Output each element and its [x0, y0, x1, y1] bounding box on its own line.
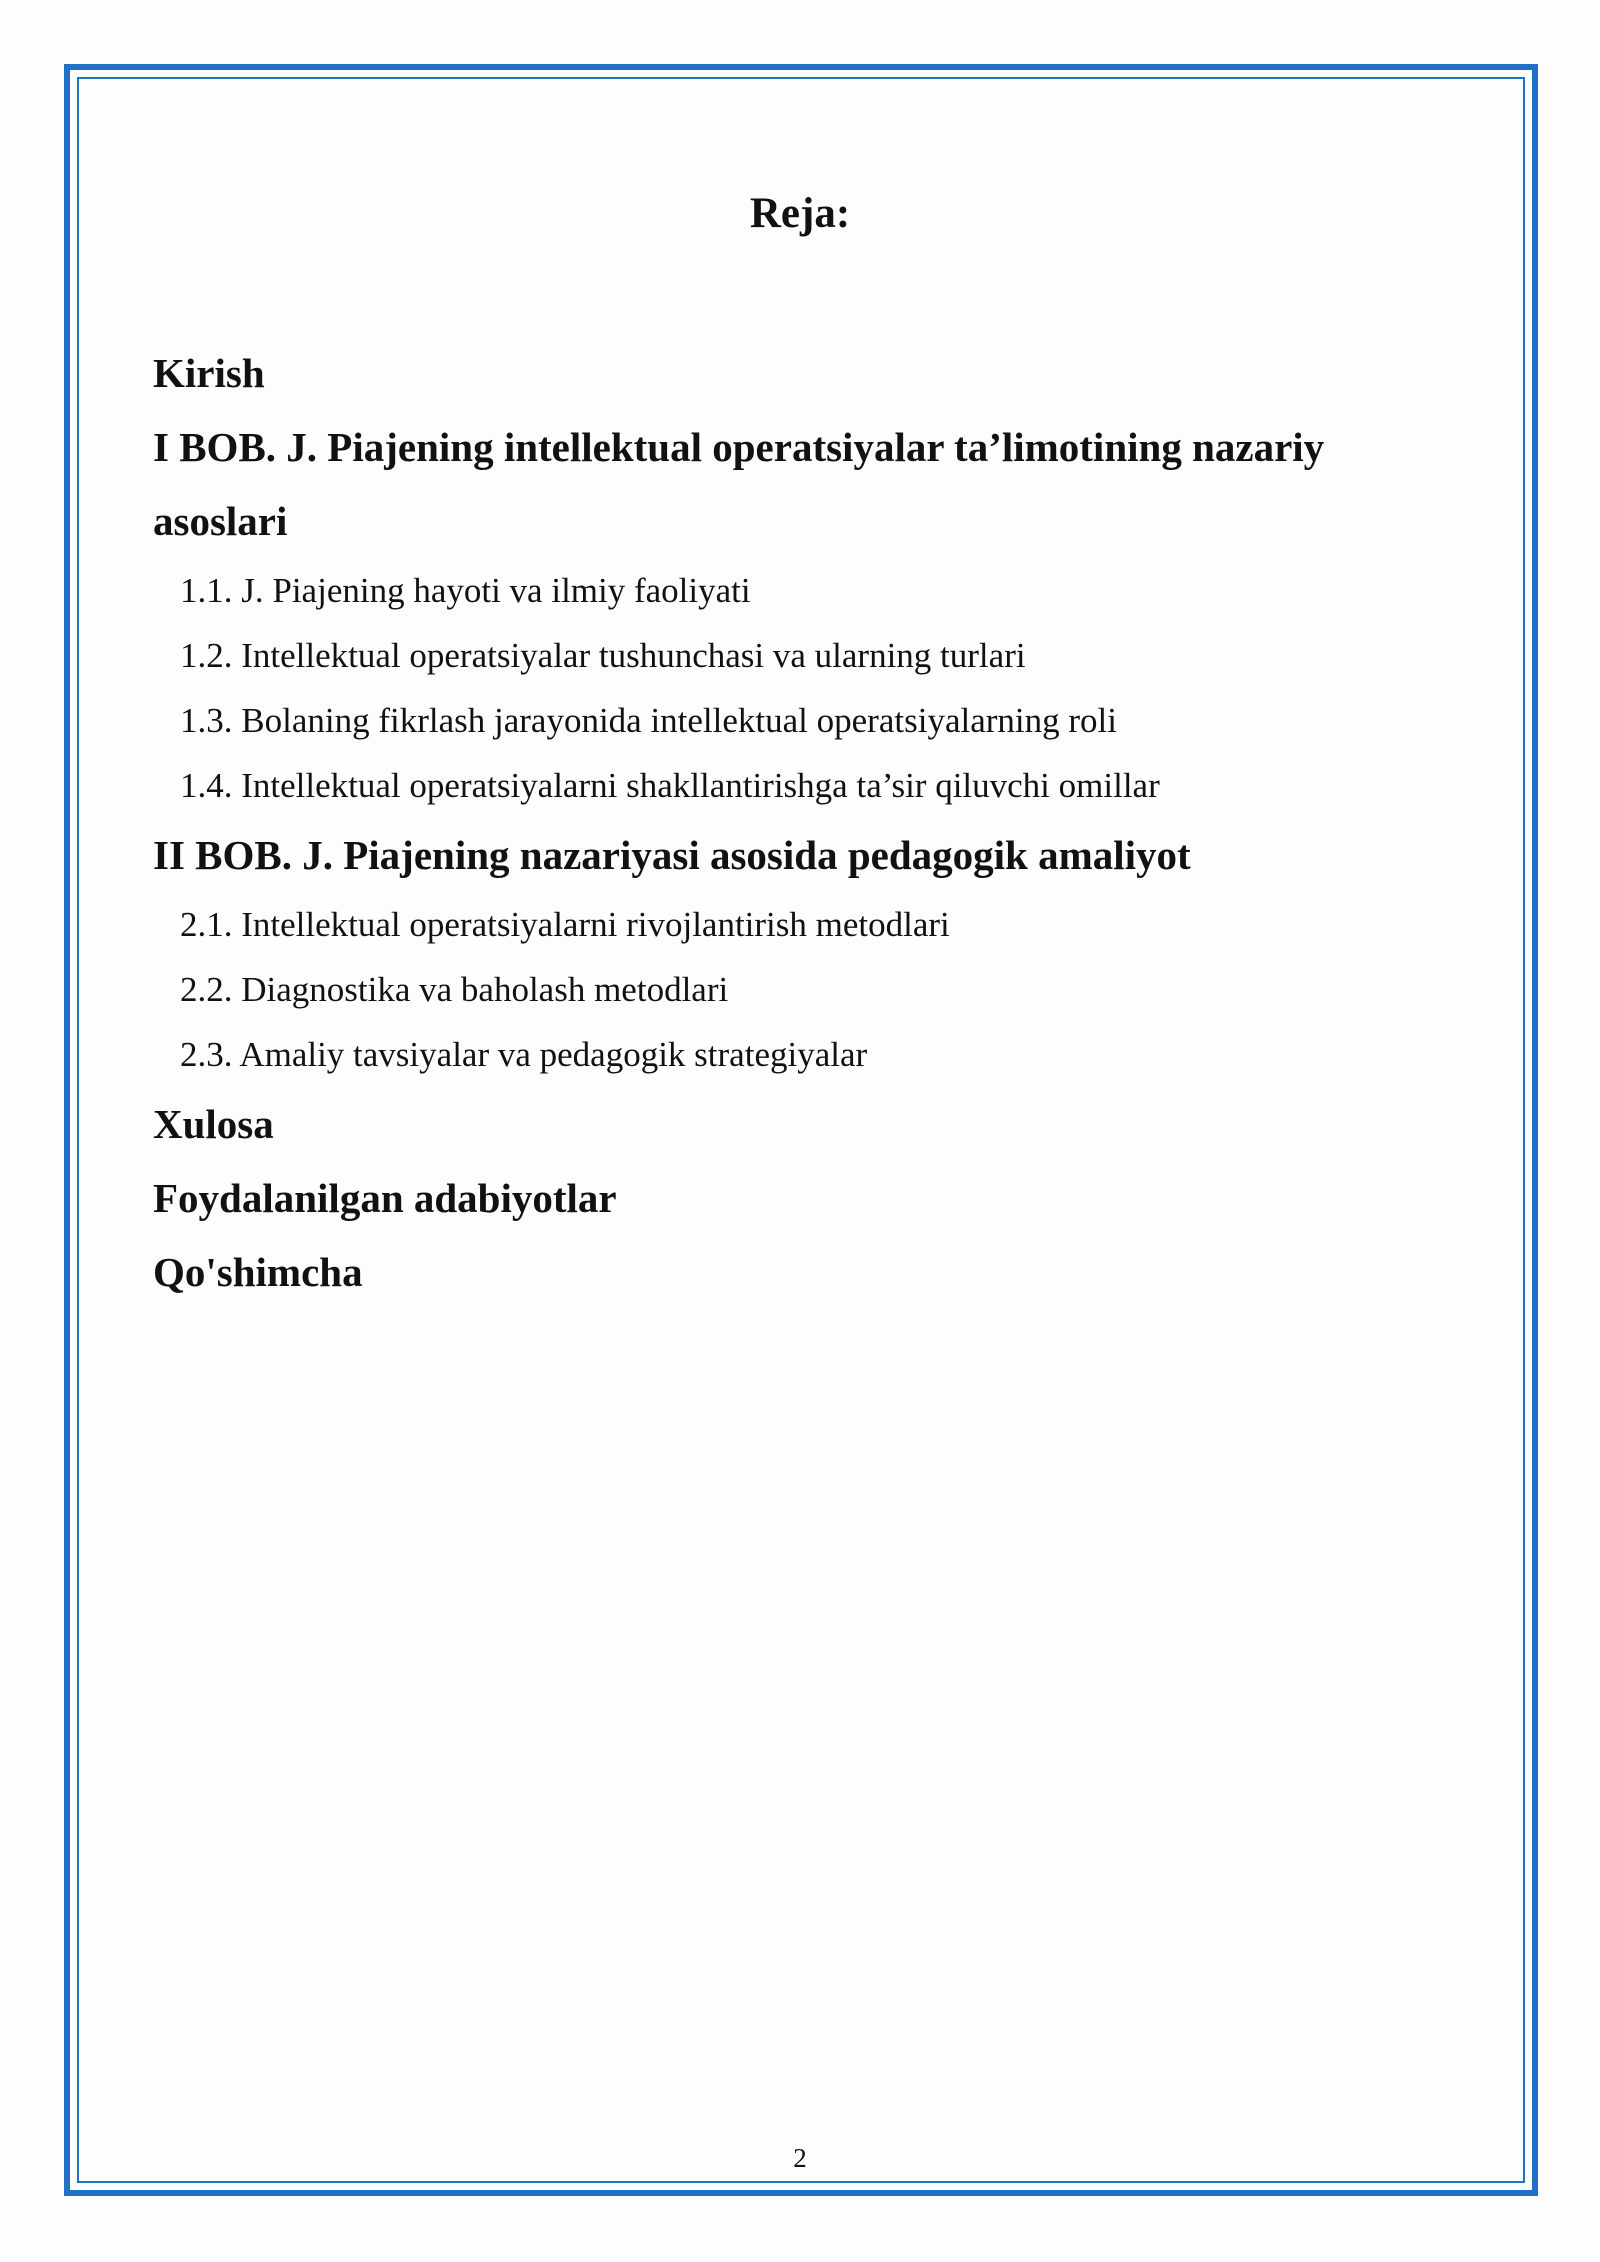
toc-section-2-2: 2.2. Diagnostika va baholash metodlari [180, 970, 729, 1009]
toc-section-2-3: 2.3. Amaliy tavsiyalar va pedagogik strategiyalar [180, 1035, 868, 1074]
toc-conclusion: Xulosa [153, 1101, 274, 1147]
page-number: 2 [793, 2143, 807, 2173]
toc-section-1-2: 1.2. Intellektual operatsiyalar tushunchasi va ularning turlari [180, 636, 1026, 675]
page-title: Reja: [749, 190, 851, 237]
toc-section-1-1: 1.1. J. Piajening hayoti va ilmiy faoliyati [180, 571, 751, 610]
toc-intro: Kirish [153, 350, 265, 396]
toc-chapter-2-title: II BOB. J. Piajening nazariyasi asosida pedagogik amaliyot [153, 832, 1191, 878]
toc-references: Foydalanilgan adabiyotlar [153, 1175, 617, 1221]
toc-section-2-1: 2.1. Intellektual operatsiyalarni rivojlantirish metodlari [180, 905, 950, 944]
toc-section-1-3: 1.3. Bolaning fikrlash jarayonida intellektual operatsiyalarning roli [180, 701, 1117, 740]
toc-section-1-4: 1.4. Intellektual operatsiyalarni shakllantirishga ta’sir qiluvchi omillar [180, 766, 1160, 805]
table-of-contents [153, 336, 1453, 1309]
toc-chapter-1-title: I BOB. J. Piajening intellektual operatsiyalar ta’limotining nazariy asoslari [153, 424, 1325, 544]
toc-appendix: Qo'shimcha [153, 1249, 363, 1295]
